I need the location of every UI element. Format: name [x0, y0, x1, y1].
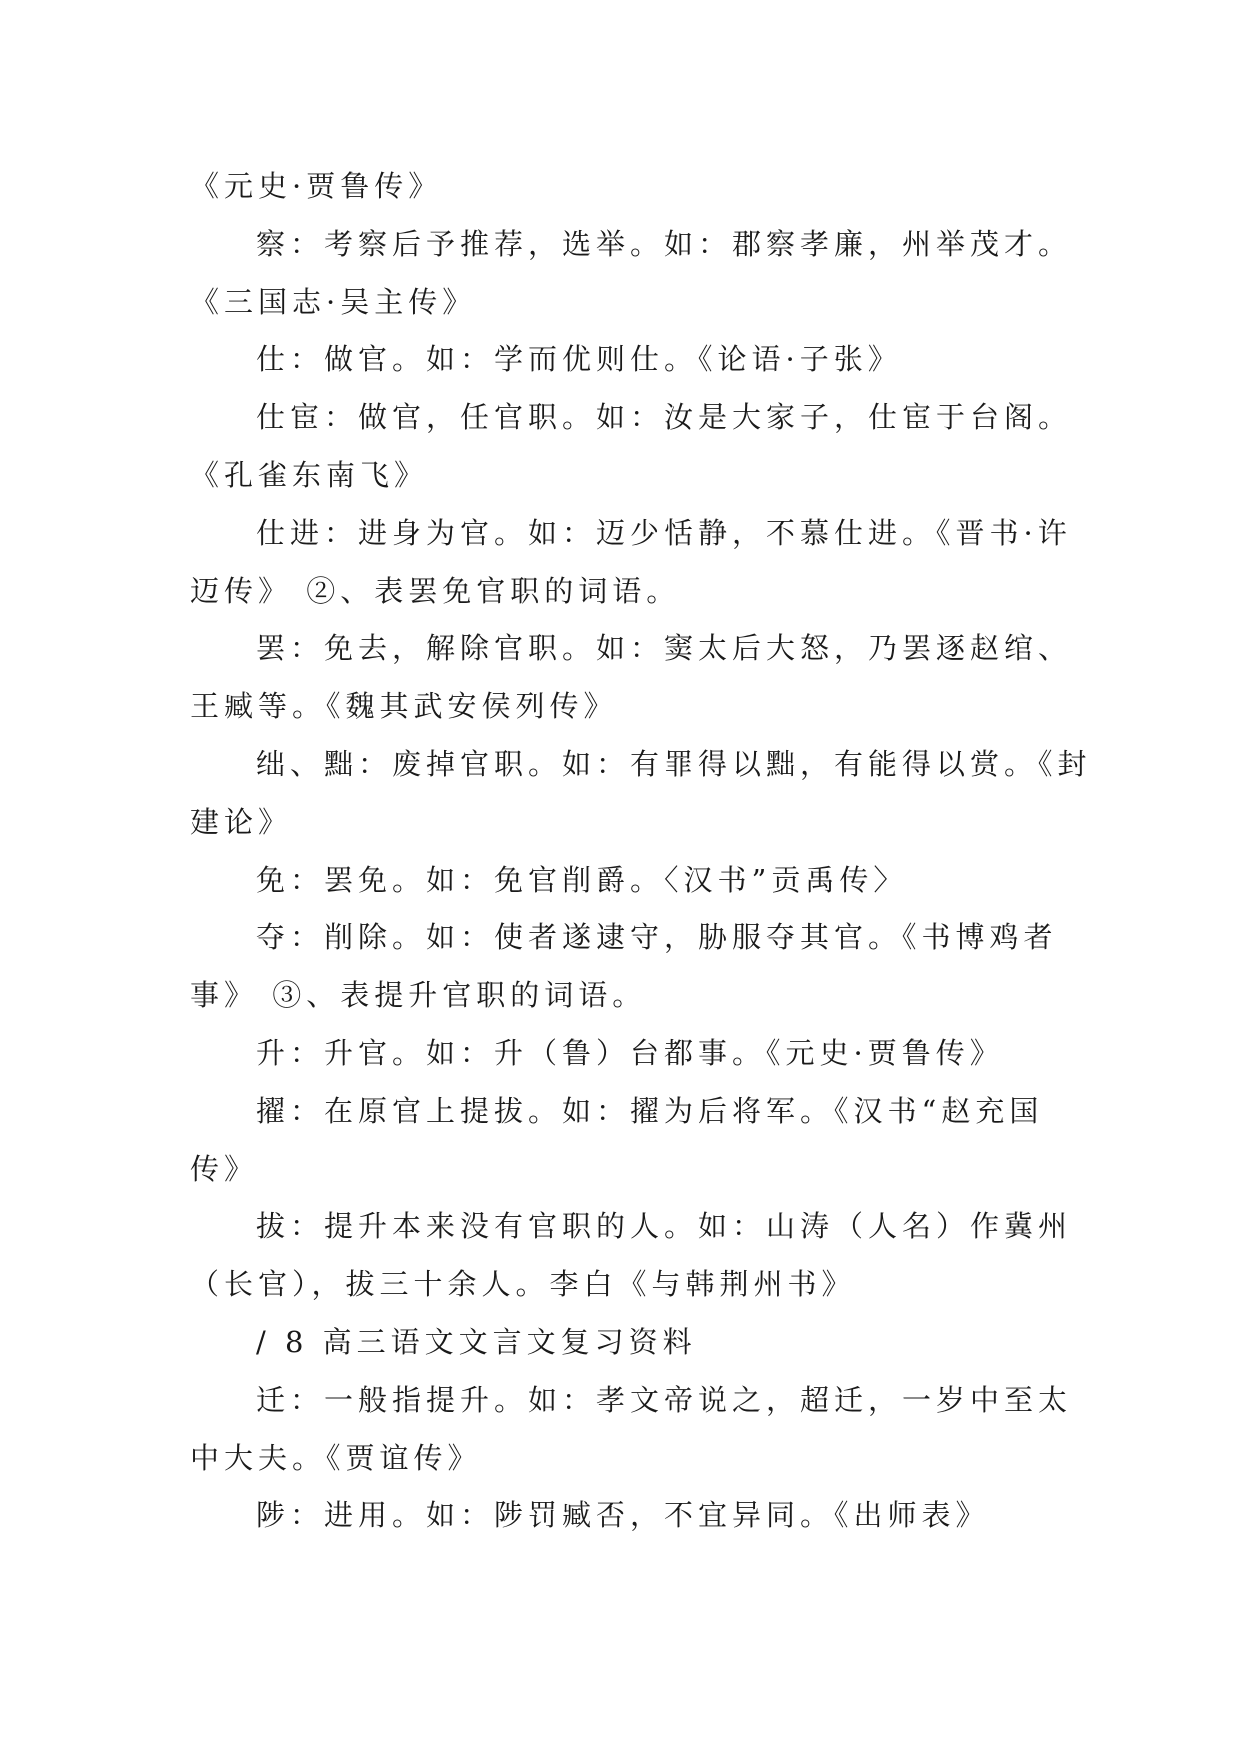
text-line: 迁：一般指提升。如：孝文帝说之，超迁，一岁中至太: [256, 1382, 1073, 1417]
text-line: 拔：提升本来没有官职的人。如：山涛（人名）作冀州: [256, 1209, 1073, 1244]
text-line: 升：升官。如：升（鲁）台都事。《元史·贾鲁传》: [256, 1035, 1004, 1070]
text-line: 王臧等。《魏其武安侯列传》: [190, 689, 618, 724]
text-line: 传》: [190, 1151, 259, 1186]
text-line: 建论》: [190, 804, 293, 839]
text-line: 绌、黜：废掉官职。如：有罪得以黜，有能得以赏。《封: [256, 746, 1092, 781]
document-body: [190, 158, 1092, 1545]
text-line: 察：考察后予推荐，选举。如：郡察孝廉，州举茂才。: [256, 226, 1073, 261]
text-line: 仕：做官。如：学而优则仕。《论语·子张》: [256, 342, 902, 377]
text-line: 陟：进用。如：陟罚臧否，不宜异同。《出师表》: [256, 1498, 990, 1533]
text-line: 仕进：进身为官。如：迈少恬静，不慕仕进。《晋书·许: [256, 515, 1072, 550]
text-line: （长官），拔三十余人。李白《与韩荆州书》: [190, 1267, 856, 1302]
text-line: 罢：免去，解除官职。如：窦太后大怒，乃罢逐赵绾、: [256, 631, 1073, 666]
text-line: 迈传》 ②、表罢免官职的词语。: [190, 573, 681, 608]
text-line: 夺：削除。如：使者遂逮守，胁服夺其官。《书博鸡者: [256, 920, 1058, 955]
page-footer-line: / 8 高三语文文言文复习资料: [256, 1324, 697, 1359]
text-line: 事》 ③、表提升官职的词语。: [190, 978, 647, 1013]
text-line: 仕宦：做官，任官职。如：汝是大家子，仕宦于台阁。: [256, 400, 1073, 435]
text-line: 《孔雀东南飞》: [190, 457, 429, 492]
text-line: 《三国志·吴主传》: [190, 284, 477, 319]
text-line: 中大夫。《贾谊传》: [190, 1440, 482, 1475]
text-line: 擢：在原官上提拔。如：擢为后将军。《汉书“赵充国: [256, 1093, 1044, 1128]
text-line: 《元史·贾鲁传》: [190, 169, 443, 203]
text-line: 免：罢免。如：免官削爵。〈汉书”贡禹传〉: [256, 862, 908, 897]
